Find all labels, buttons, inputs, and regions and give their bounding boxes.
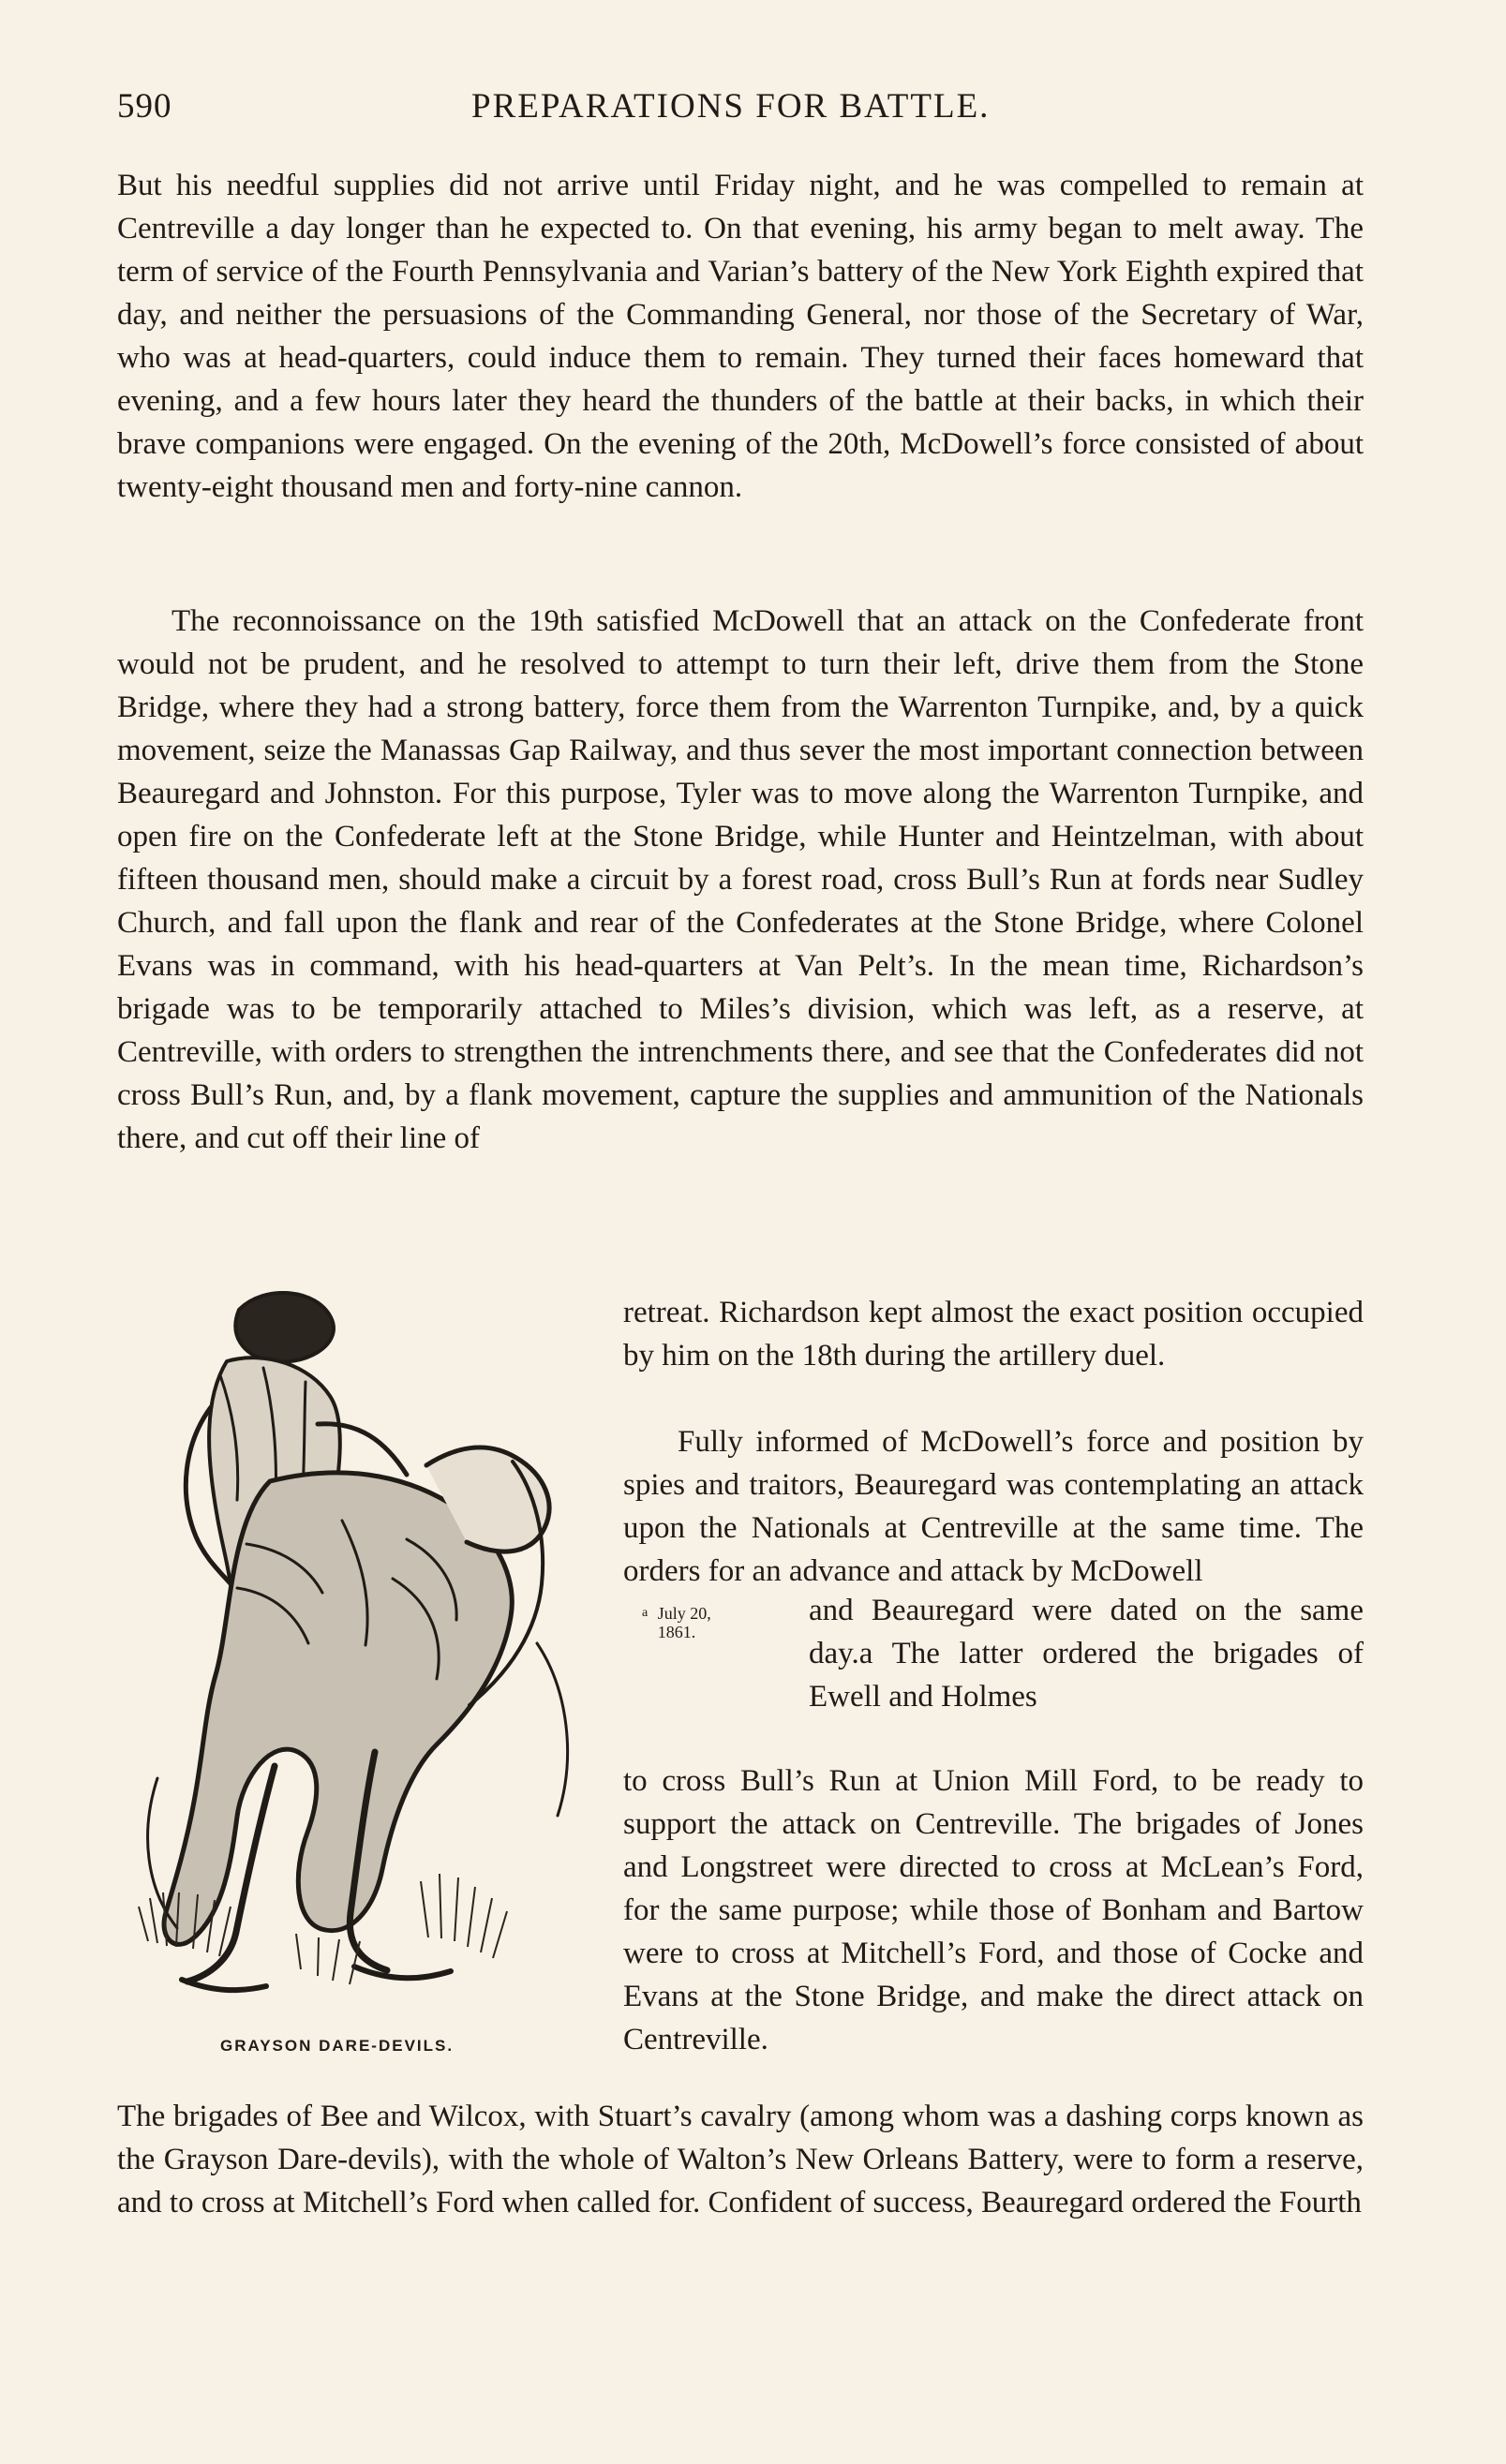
side-note [642, 1604, 745, 1658]
illustration-caption: GRAYSON DARE-DEVILS. [220, 2037, 455, 2055]
side-note-date: July 20, 1861. [657, 1604, 711, 1641]
paragraph-reconnoissance: The reconnoissance on the 19th satisfied McDowell that an attack on the Confederate front would not be prudent, and he resolved to attempt to turn their left, drive them from the Stone Bridge, where they had a strong battery, force them from the Warrenton Turnpike, and, by a quick movement, seize the Manassas Gap Railway, and thus sever the most important connection between Beauregard and Johnston. For this purpose, Tyler was to move along the Warrenton Turnpike, and open fire on the Confederate left at the Stone Bridge, while Hunter and Heintzelman, with about fifteen thousand men, should make a circuit by a forest road, cross Bull’s Run at fords near Sudley Church, and fall upon the flank and rear of the Confederates at the Stone Bridge, where Colonel Evans was in command, with his head-quarters at Van Pelt’s. In the mean time, Richardson’s brigade was to be temporarily attached to Miles’s division, which was left, as a reserve, at Centreville, with orders to strengthen the intrenchments there, and see that the Confederates did not cross Bull’s Run, and, by a flank movement, capture the supplies and ammunition of the Nationals there, and cut off their line of [117, 604, 1364, 1155]
grayson-dare-devils-illustration [125, 1291, 591, 2031]
paragraph-beauregard-lead: Fully informed of McDowell’s force and position by spies and traitors, Beauregard was contemplating an attack upon the Nationals at Centreville at the same time. The orders for an advance and attack by McDowell [623, 1425, 1364, 1588]
side-note-marker: a [642, 1606, 649, 1620]
right-column-text [623, 1291, 1364, 2147]
paragraph-supplies: But his needful supplies did not arrive until Friday night, and he was compelled to remain at Centreville a day longer than he expected to. On that evening, his army began to melt away. The term of service of the Fourth Pennsylvania and Varian’s battery of the New York Eighth expired that day, and neither the persuasions of the Commanding General, nor those of the Secretary of War, who was at head-quarters, could induce them to remain. They turned their faces homeward that evening, and a few hours later they heard the thunders of the battle at their backs, in which their brave companions were engaged. On the evening of the 20th, McDowell’s force consisted of about twenty-eight thousand men and forty-nine cannon. [117, 169, 1364, 504]
paragraph-reserve: The brigades of Bee and Wilcox, with Stuart’s cavalry (among whom was a dashing corps known as the Grayson Dare-devils), with the whole of Walton’s New Orleans Battery, were to form a reserve, and to cross at Mitchell’s Ford when called for. Confident of success, Beauregard ordered the Fourth [117, 2100, 1364, 2219]
page-number: 590 [117, 87, 172, 126]
page-header [117, 86, 1364, 133]
running-head: PREPARATIONS FOR BATTLE. [471, 87, 991, 126]
cavalry-soldier-engraving [125, 1291, 591, 2031]
side-note-block [623, 1589, 1364, 1759]
paragraph-beauregard-rest: to cross Bull’s Run at Union Mill Ford, to be ready to support the attack on Centreville. The brigades of Jones and Longstreet were directed to cross at McLean’s Ford, for the same purpose; while those of Bonham and Bartow were to cross at Mitchell’s Ford, and those of Cocke and Evans at the Stone Bridge, and make the direct attack on Centreville. [623, 1764, 1364, 2056]
paragraph-beauregard-note-lines: and Beauregard were dated on the same day.a The latter ordered the brigades of Ewell and Holmes [809, 1594, 1364, 1714]
paragraph-continued: retreat. Richardson kept almost the exact position occupied by him on the 18th during the artillery duel. [623, 1296, 1364, 1373]
